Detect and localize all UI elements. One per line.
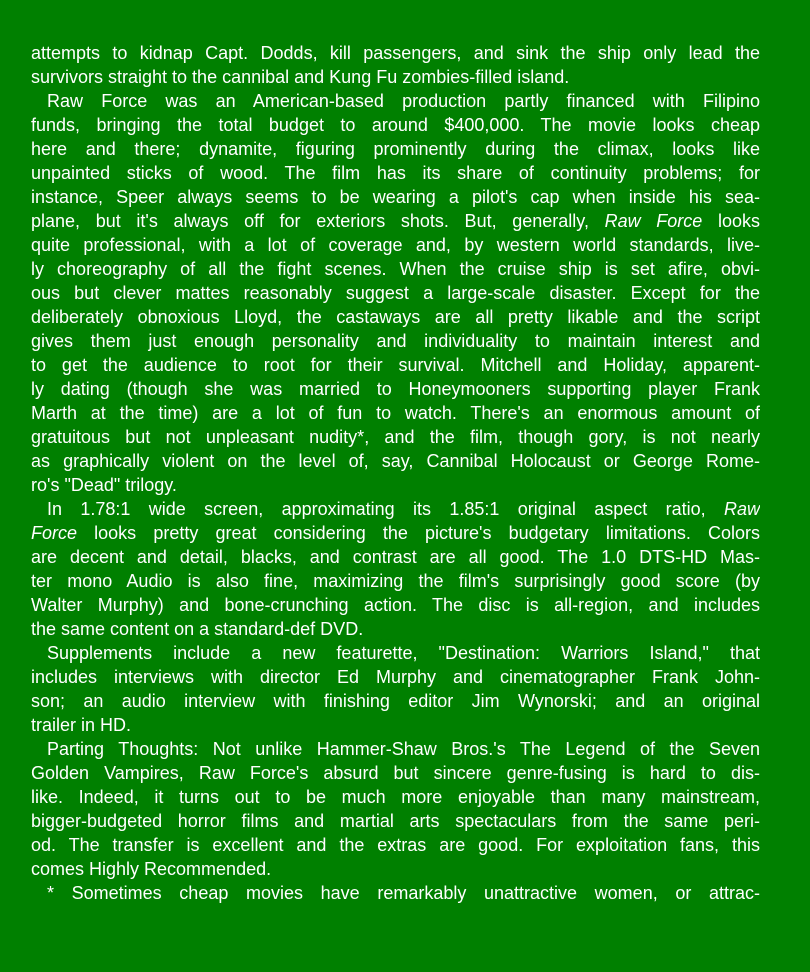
text-segment: trailer in HD. — [31, 715, 132, 735]
review-text — [31, 41, 760, 905]
text-segment: the same content on a standard-def DVD. — [31, 619, 364, 639]
text-line — [31, 665, 760, 689]
text-segment: looks — [702, 211, 760, 231]
text-line — [31, 401, 760, 425]
text-segment: In 1.78:1 wide screen, approximating its 1.85:1 original aspect ratio, — [47, 499, 724, 519]
text-line — [31, 449, 760, 473]
text-segment: * Sometimes cheap movies have remarkably unattractive women, or attrac- — [47, 883, 760, 903]
text-segment: ro's "Dead" trilogy. — [31, 475, 177, 495]
text-segment: here and there; dynamite, figuring prominently during the climax, looks like — [31, 139, 760, 159]
italic-text: Force — [31, 523, 78, 543]
text-segment: instance, Speer always seems to be wearing a pilot's cap when inside his sea- — [31, 187, 760, 207]
italic-text: Raw — [723, 499, 760, 519]
text-line — [31, 233, 760, 257]
text-line — [31, 809, 760, 833]
text-line — [31, 113, 760, 137]
text-segment: ly choreography of all the fight scenes. When the cruise ship is set afire, obvi- — [31, 259, 760, 279]
text-segment: deliberately obnoxious Lloyd, the castaways are all pretty likable and the script — [31, 307, 760, 327]
paragraph — [31, 497, 760, 641]
text-segment: Raw Force was an American-based production partly financed with Filipino — [47, 91, 760, 111]
text-line — [31, 521, 760, 545]
paragraph — [31, 41, 760, 89]
text-segment: gratuitous but not unpleasant nudity*, and the film, though gory, is not nearly — [31, 427, 760, 447]
text-line — [31, 41, 760, 65]
text-line — [31, 545, 760, 569]
text-segment: bigger-budgeted horror films and martial arts spectaculars from the same peri- — [31, 811, 760, 831]
text-line — [31, 497, 760, 521]
text-segment: includes interviews with director Ed Murphy and cinematographer Frank John- — [31, 667, 760, 687]
text-segment: unpainted sticks of wood. The film has its share of continuity problems; for — [31, 163, 760, 183]
text-segment: to get the audience to root for their survival. Mitchell and Holiday, apparent- — [31, 355, 760, 375]
text-line — [31, 377, 760, 401]
paragraph — [31, 737, 760, 881]
text-segment: Marth at the time) are a lot of fun to watch. There's an enormous amount of — [31, 403, 760, 423]
text-line — [31, 641, 760, 665]
text-segment: attempts to kidnap Capt. Dodds, kill passengers, and sink the ship only lead the — [31, 43, 760, 63]
text-segment: plane, but it's always off for exteriors shots. But, generally, — [31, 211, 605, 231]
text-line — [31, 209, 760, 233]
text-line — [31, 689, 760, 713]
text-line — [31, 329, 760, 353]
text-segment: comes Highly Recommended. — [31, 859, 272, 879]
text-line — [31, 737, 760, 761]
paragraph — [31, 641, 760, 737]
text-line — [31, 65, 760, 89]
text-line — [31, 185, 760, 209]
text-line — [31, 89, 760, 113]
text-segment: Supplements include a new featurette, "Destination: Warriors Island," that — [47, 643, 760, 663]
text-segment: son; an audio interview with finishing editor Jim Wynorski; and an original — [31, 691, 760, 711]
text-line — [31, 785, 760, 809]
text-segment: looks pretty great considering the picture's budgetary limitations. Colors — [77, 523, 760, 543]
text-line — [31, 617, 760, 641]
text-line — [31, 257, 760, 281]
paragraph — [31, 881, 760, 905]
text-line — [31, 425, 760, 449]
text-segment: ly dating (though she was married to Honeymooners supporting player Frank — [31, 379, 760, 399]
text-line — [31, 833, 760, 857]
italic-text: Raw Force — [604, 211, 703, 231]
text-line — [31, 593, 760, 617]
text-line — [31, 305, 760, 329]
paragraph — [31, 89, 760, 497]
text-line — [31, 713, 760, 737]
text-line — [31, 161, 760, 185]
text-segment: are decent and detail, blacks, and contrast are all good. The 1.0 DTS-HD Mas- — [31, 547, 760, 567]
text-line — [31, 761, 760, 785]
text-line — [31, 881, 760, 905]
text-line — [31, 473, 760, 497]
text-line — [31, 281, 760, 305]
text-segment: like. Indeed, it turns out to be much more enjoyable than many mainstream, — [31, 787, 760, 807]
text-segment: survivors straight to the cannibal and Kung Fu zombies-filled island. — [31, 67, 570, 87]
text-segment: as graphically violent on the level of, say, Cannibal Holocaust or George Rome- — [31, 451, 760, 471]
text-segment: Parting Thoughts: Not unlike Hammer-Shaw Bros.'s The Legend of the Seven — [47, 739, 760, 759]
text-segment: quite professional, with a lot of coverage and, by western world standards, live- — [31, 235, 760, 255]
text-segment: od. The transfer is excellent and the extras are good. For exploitation fans, this — [31, 835, 760, 855]
text-line — [31, 137, 760, 161]
text-line — [31, 569, 760, 593]
text-line — [31, 353, 760, 377]
text-line — [31, 857, 760, 881]
text-segment: gives them just enough personality and individuality to maintain interest and — [31, 331, 760, 351]
text-segment: ous but clever mattes reasonably suggest a large-scale disaster. Except for the — [31, 283, 760, 303]
text-segment: funds, bringing the total budget to around $400,000. The movie looks cheap — [31, 115, 760, 135]
text-segment: Golden Vampires, Raw Force's absurd but sincere genre-fusing is hard to dis- — [31, 763, 760, 783]
text-segment: Walter Murphy) and bone-crunching action. The disc is all-region, and includes — [31, 595, 760, 615]
text-segment: ter mono Audio is also fine, maximizing the film's surprisingly good score (by — [31, 571, 760, 591]
